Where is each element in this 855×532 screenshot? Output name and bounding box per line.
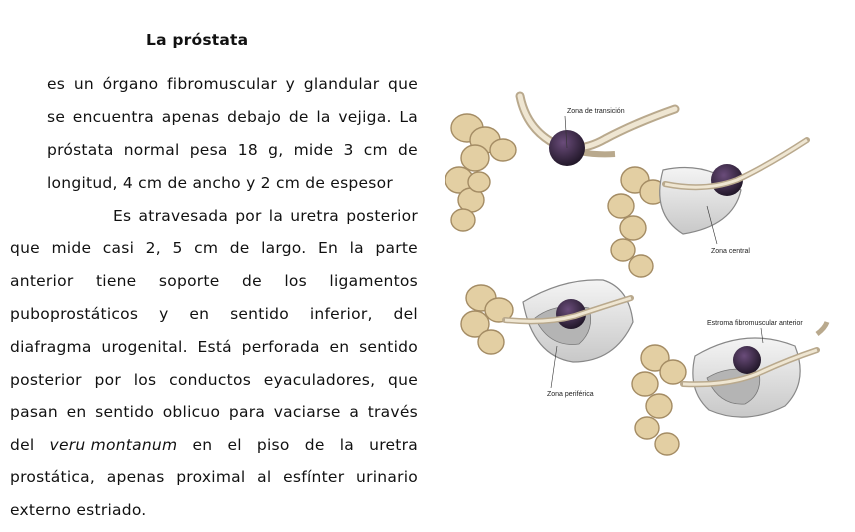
word: puboprostáticos	[10, 305, 139, 323]
word: de	[242, 272, 262, 290]
word: Está	[197, 338, 232, 356]
word: largo.	[261, 239, 307, 257]
word: apenas	[106, 468, 165, 486]
body-line-12	[10, 435, 418, 455]
word: de	[398, 141, 418, 159]
word: próstata	[47, 141, 114, 159]
word: ligamentos	[329, 272, 418, 290]
body-line-9	[10, 337, 418, 357]
word: perforada	[241, 338, 320, 356]
body-line-11	[10, 402, 418, 422]
body-line-2	[47, 107, 418, 127]
word: pasan	[10, 403, 58, 421]
word: un	[73, 75, 94, 93]
word: normal	[123, 141, 180, 159]
word: la	[349, 239, 364, 257]
label-transition-zone: Zona de transición	[567, 108, 625, 115]
body-line-5	[113, 206, 418, 226]
word: de	[304, 436, 325, 454]
word: sentido	[95, 403, 155, 421]
word: fibromuscular	[167, 75, 277, 93]
word: Es	[113, 207, 132, 225]
word: 3	[343, 141, 354, 159]
word: sentido	[359, 338, 418, 356]
word: parte	[375, 239, 418, 257]
label-central-zone: Zona central	[711, 248, 750, 255]
word: posterior	[10, 371, 82, 389]
word: urinario	[356, 468, 418, 486]
word: vejiga.	[338, 108, 392, 126]
panel-peripheral-zone	[461, 280, 633, 398]
word: la	[316, 108, 331, 126]
word: en	[66, 403, 87, 421]
word: proximal	[176, 468, 246, 486]
word: g,	[268, 141, 284, 159]
word: urogenital.	[101, 338, 188, 356]
word: encuentra	[72, 108, 155, 126]
word: de	[288, 108, 309, 126]
word: eyaculadores,	[263, 371, 376, 389]
word: la	[339, 436, 355, 454]
word: y	[159, 305, 169, 323]
word: tiene	[95, 272, 137, 290]
word: y	[285, 75, 296, 93]
word: del	[393, 305, 418, 323]
body-line-13	[10, 467, 418, 487]
word: cm	[194, 239, 219, 257]
word: 5	[172, 239, 183, 257]
word: cm	[363, 141, 388, 159]
word: por	[235, 207, 262, 225]
word: oblicuo	[162, 403, 221, 421]
word: soporte	[158, 272, 220, 290]
word: se	[47, 108, 66, 126]
word: sentido	[230, 305, 289, 323]
body-line-8	[10, 304, 418, 324]
word: La	[399, 108, 418, 126]
word: conductos	[169, 371, 252, 389]
body-line-1	[47, 74, 418, 94]
word: en	[329, 338, 350, 356]
word: que	[10, 239, 40, 257]
word: órgano	[102, 75, 159, 93]
word: los	[133, 371, 157, 389]
word: 18	[237, 141, 259, 159]
page-title: La próstata	[146, 31, 249, 49]
body-line-10	[10, 370, 418, 390]
word: por	[94, 371, 121, 389]
word: mide	[51, 239, 92, 257]
word: posterior	[346, 207, 418, 225]
word: esfínter	[283, 468, 345, 486]
body-line-14: externo estriado.	[10, 501, 147, 519]
prostate-zones-figure	[445, 88, 855, 532]
word: la	[268, 207, 284, 225]
word: En	[317, 239, 339, 257]
word: debajo	[227, 108, 282, 126]
label-peripheral-zone: Zona periférica	[547, 391, 594, 398]
word: casi	[102, 239, 135, 257]
word: para	[228, 403, 266, 421]
word: apenas	[161, 108, 220, 126]
word: 2,	[145, 239, 161, 257]
body-line-7	[10, 271, 418, 291]
body-line-6	[10, 238, 418, 258]
word: que	[388, 371, 418, 389]
word: través	[367, 403, 418, 421]
word: el	[227, 436, 242, 454]
word: prostática,	[10, 468, 96, 486]
word: uretra	[369, 436, 418, 454]
body-line-4: longitud, 4 cm de ancho y 2 cm de espesor	[47, 174, 393, 192]
word: los	[284, 272, 307, 290]
word: anterior	[10, 272, 74, 290]
word: pesa	[189, 141, 228, 159]
word: a	[349, 403, 360, 421]
word: al	[257, 468, 272, 486]
label-anterior-stroma: Estroma fibromuscular anterior	[707, 320, 803, 327]
word: glandular	[303, 75, 380, 93]
word: diafragma	[10, 338, 92, 356]
text-veru-montanum: veru montanum	[49, 436, 178, 454]
word: atravesada	[138, 207, 229, 225]
panel-central-zone	[608, 140, 807, 277]
word: vaciarse	[273, 403, 341, 421]
word: mide	[293, 141, 334, 159]
body-line-3	[47, 140, 418, 160]
panel-transition-zone	[445, 96, 675, 231]
text-del: del	[10, 436, 35, 454]
word: uretra	[290, 207, 340, 225]
word: en	[192, 436, 213, 454]
word: es	[47, 75, 66, 93]
word: de	[229, 239, 250, 257]
word: piso	[256, 436, 290, 454]
word: inferior,	[309, 305, 373, 323]
word: en	[189, 305, 210, 323]
word: que	[388, 75, 418, 93]
panel-anterior-stroma	[632, 320, 827, 455]
